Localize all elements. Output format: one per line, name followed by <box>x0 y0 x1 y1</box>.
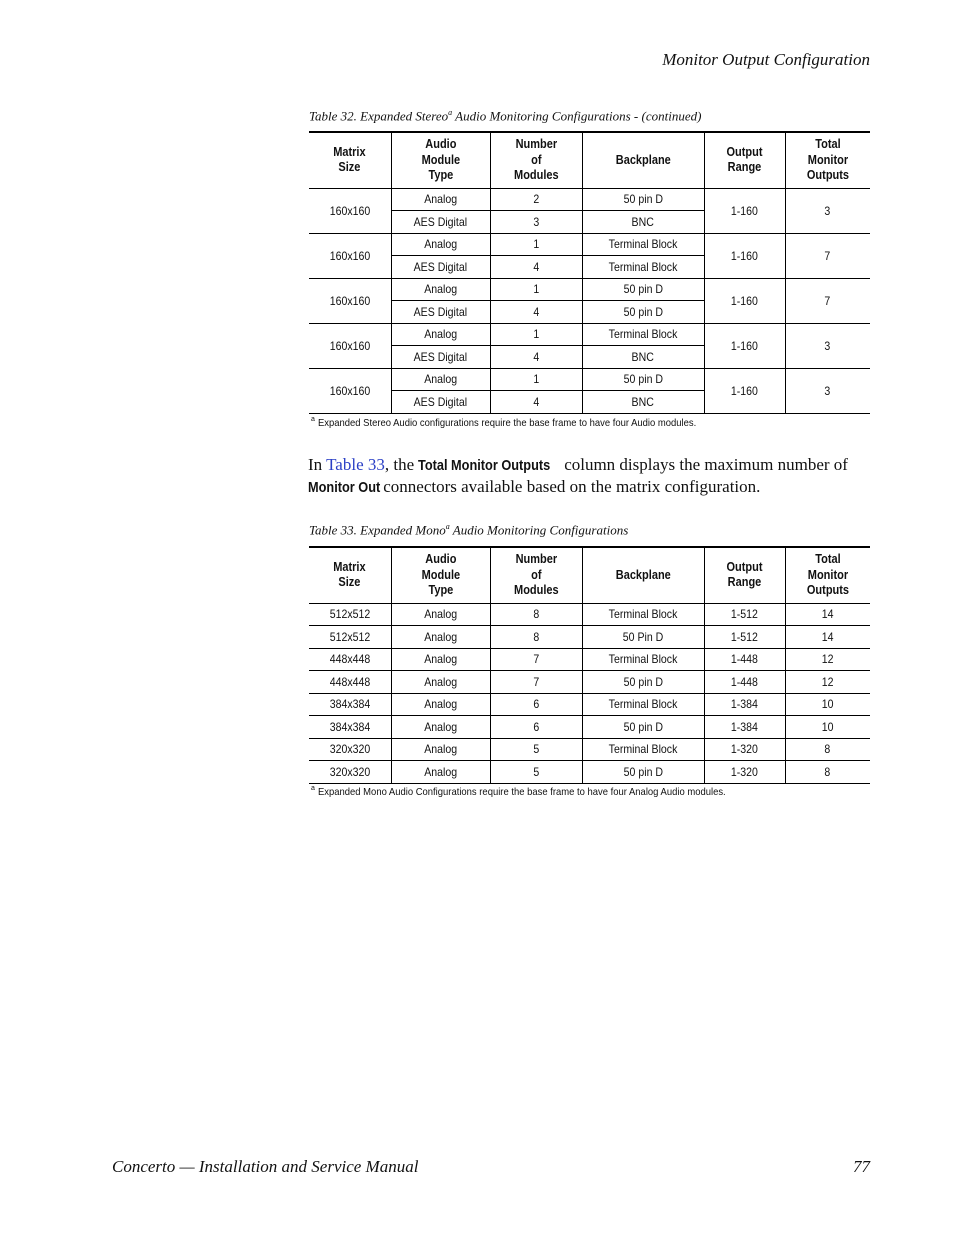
table-row <box>309 693 870 716</box>
module-count-cell: 8 <box>490 626 582 649</box>
module-count-cell: 4 <box>490 301 582 324</box>
module-type-cell: Analog <box>391 648 490 671</box>
module-count-cell: 6 <box>490 693 582 716</box>
matrix-size-cell: 320x320 <box>309 761 391 784</box>
output-range-cell: 1-512 <box>704 626 785 649</box>
module-count-cell: 4 <box>490 346 582 369</box>
table-row <box>309 626 870 649</box>
table-row <box>309 188 870 211</box>
total-outputs-cell: 7 <box>785 278 870 323</box>
backplane-cell: 50 pin D <box>582 671 704 694</box>
backplane-cell: Terminal Block <box>582 256 704 279</box>
table33 <box>309 546 870 784</box>
output-range-cell: 1-160 <box>704 368 785 413</box>
module-count-cell: 7 <box>490 648 582 671</box>
table-row <box>309 761 870 784</box>
col-header: Total Monitor Outputs <box>785 547 870 603</box>
table33-caption <box>309 522 628 538</box>
table-row <box>309 233 870 256</box>
backplane-cell: BNC <box>582 346 704 369</box>
footnote-text: Expanded Stereo Audio configurations require the base frame to have four Audio modules. <box>317 416 697 429</box>
matrix-size-cell: 448x448 <box>309 648 391 671</box>
table-row <box>309 648 870 671</box>
table-row <box>309 368 870 391</box>
text: In <box>308 455 327 474</box>
caption-text: Table 33. Expanded Mono <box>309 522 446 538</box>
matrix-size-cell: 160x160 <box>309 368 391 413</box>
caption-text: Audio Monitoring Configurations - (continued) <box>452 108 702 124</box>
caption-footnote-mark: a <box>448 108 453 117</box>
module-type-cell: Analog <box>391 671 490 694</box>
output-range-cell: 1-384 <box>704 716 785 739</box>
backplane-cell: 50 pin D <box>582 368 704 391</box>
total-outputs-cell: 3 <box>785 323 870 368</box>
caption-footnote-mark: a <box>445 522 450 531</box>
matrix-size-cell: 384x384 <box>309 716 391 739</box>
backplane-cell: Terminal Block <box>582 323 704 346</box>
backplane-cell: BNC <box>582 211 704 234</box>
header-row <box>309 132 870 188</box>
module-count-cell: 2 <box>490 188 582 211</box>
output-range-cell: 1-512 <box>704 603 785 626</box>
col-header: Output Range <box>704 547 785 603</box>
table-33-link[interactable]: Table 33 <box>326 455 385 474</box>
module-count-cell: 1 <box>490 368 582 391</box>
backplane-cell: 50 pin D <box>582 716 704 739</box>
matrix-size-cell: 512x512 <box>309 603 391 626</box>
table33-footnote <box>311 785 771 798</box>
total-outputs-cell: 7 <box>785 233 870 278</box>
backplane-cell: BNC <box>582 391 704 414</box>
total-outputs-cell: 12 <box>785 648 870 671</box>
col-header: Number of Modules <box>490 132 582 188</box>
backplane-cell: Terminal Block <box>582 738 704 761</box>
total-outputs-cell: 14 <box>785 626 870 649</box>
output-range-cell: 1-448 <box>704 671 785 694</box>
table32-caption <box>309 108 701 124</box>
col-header: Matrix Size <box>309 132 391 188</box>
col-header: Matrix Size <box>309 547 391 603</box>
total-outputs-cell: 10 <box>785 693 870 716</box>
output-range-cell: 1-320 <box>704 738 785 761</box>
module-count-cell: 1 <box>490 233 582 256</box>
total-outputs-cell: 3 <box>785 188 870 233</box>
module-type-cell: Analog <box>391 233 490 256</box>
matrix-size-cell: 160x160 <box>309 233 391 278</box>
backplane-cell: 50 pin D <box>582 188 704 211</box>
matrix-size-cell: 160x160 <box>309 188 391 233</box>
body-paragraph <box>308 455 878 498</box>
table-row <box>309 603 870 626</box>
col-header: Number of Modules <box>490 547 582 603</box>
matrix-size-cell: 160x160 <box>309 323 391 368</box>
matrix-size-cell: 448x448 <box>309 671 391 694</box>
total-outputs-cell: 10 <box>785 716 870 739</box>
module-count-cell: 7 <box>490 671 582 694</box>
module-type-cell: Analog <box>391 323 490 346</box>
module-count-cell: 8 <box>490 603 582 626</box>
footer-manual-title: Concerto — Installation and Service Manual <box>112 1157 419 1176</box>
module-type-cell: AES Digital <box>391 391 490 414</box>
total-outputs-cell: 8 <box>785 761 870 784</box>
total-outputs-cell: 14 <box>785 603 870 626</box>
caption-text: Table 32. Expanded Stereo <box>309 108 449 124</box>
module-count-cell: 4 <box>490 391 582 414</box>
backplane-cell: 50 Pin D <box>582 626 704 649</box>
output-range-cell: 1-160 <box>704 278 785 323</box>
backplane-cell: 50 pin D <box>582 301 704 324</box>
backplane-cell: 50 pin D <box>582 278 704 301</box>
module-type-cell: Analog <box>391 368 490 391</box>
table-row <box>309 671 870 694</box>
text: , the <box>384 455 419 474</box>
col-header: Audio Module Type <box>391 547 490 603</box>
module-count-cell: 3 <box>490 211 582 234</box>
footnote-text: Expanded Mono Audio Configurations require the base frame to have four Analog Audio modules. <box>317 785 726 798</box>
total-outputs-cell: 3 <box>785 368 870 413</box>
module-type-cell: AES Digital <box>391 211 490 234</box>
backplane-cell: Terminal Block <box>582 648 704 671</box>
matrix-size-cell: 320x320 <box>309 738 391 761</box>
module-count-cell: 6 <box>490 716 582 739</box>
text: column displays the maximum number of <box>559 455 848 474</box>
table32 <box>309 131 870 414</box>
table32-footnote <box>311 416 738 429</box>
output-range-cell: 1-160 <box>704 323 785 368</box>
col-header: Output Range <box>704 132 785 188</box>
module-type-cell: Analog <box>391 761 490 784</box>
module-type-cell: Analog <box>391 278 490 301</box>
header-row <box>309 547 870 603</box>
col-header: Backplane <box>582 547 704 603</box>
table-row <box>309 323 870 346</box>
table-row <box>309 738 870 761</box>
module-count-cell: 1 <box>490 323 582 346</box>
output-range-cell: 1-448 <box>704 648 785 671</box>
keyword: Total Monitor Outputs <box>418 457 551 474</box>
col-header: Backplane <box>582 132 704 188</box>
module-count-cell: 5 <box>490 738 582 761</box>
total-outputs-cell: 8 <box>785 738 870 761</box>
module-type-cell: Analog <box>391 603 490 626</box>
text: connectors available based on the matrix configuration. <box>378 476 761 496</box>
col-header: Total Monitor Outputs <box>785 132 870 188</box>
table-row <box>309 716 870 739</box>
backplane-cell: Terminal Block <box>582 233 704 256</box>
matrix-size-cell: 512x512 <box>309 626 391 649</box>
module-type-cell: Analog <box>391 738 490 761</box>
module-count-cell: 1 <box>490 278 582 301</box>
output-range-cell: 1-320 <box>704 761 785 784</box>
backplane-cell: Terminal Block <box>582 693 704 716</box>
module-type-cell: AES Digital <box>391 256 490 279</box>
table-row <box>309 278 870 301</box>
module-count-cell: 5 <box>490 761 582 784</box>
matrix-size-cell: 160x160 <box>309 278 391 323</box>
caption-text: Audio Monitoring Configurations <box>449 522 629 538</box>
output-range-cell: 1-384 <box>704 693 785 716</box>
footnote-mark: a <box>311 416 315 423</box>
footnote-mark: a <box>311 785 315 792</box>
module-type-cell: Analog <box>391 716 490 739</box>
module-count-cell: 4 <box>490 256 582 279</box>
module-type-cell: Analog <box>391 626 490 649</box>
module-type-cell: AES Digital <box>391 301 490 324</box>
backplane-cell: Terminal Block <box>582 603 704 626</box>
output-range-cell: 1-160 <box>704 233 785 278</box>
col-header: Audio Module Type <box>391 132 490 188</box>
module-type-cell: AES Digital <box>391 346 490 369</box>
backplane-cell: 50 pin D <box>582 761 704 784</box>
running-header: Monitor Output Configuration <box>662 50 870 69</box>
page-number: 77 <box>853 1157 870 1176</box>
module-type-cell: Analog <box>391 693 490 716</box>
keyword: Monitor Out <box>308 478 381 496</box>
module-type-cell: Analog <box>391 188 490 211</box>
output-range-cell: 1-160 <box>704 188 785 233</box>
matrix-size-cell: 384x384 <box>309 693 391 716</box>
total-outputs-cell: 12 <box>785 671 870 694</box>
